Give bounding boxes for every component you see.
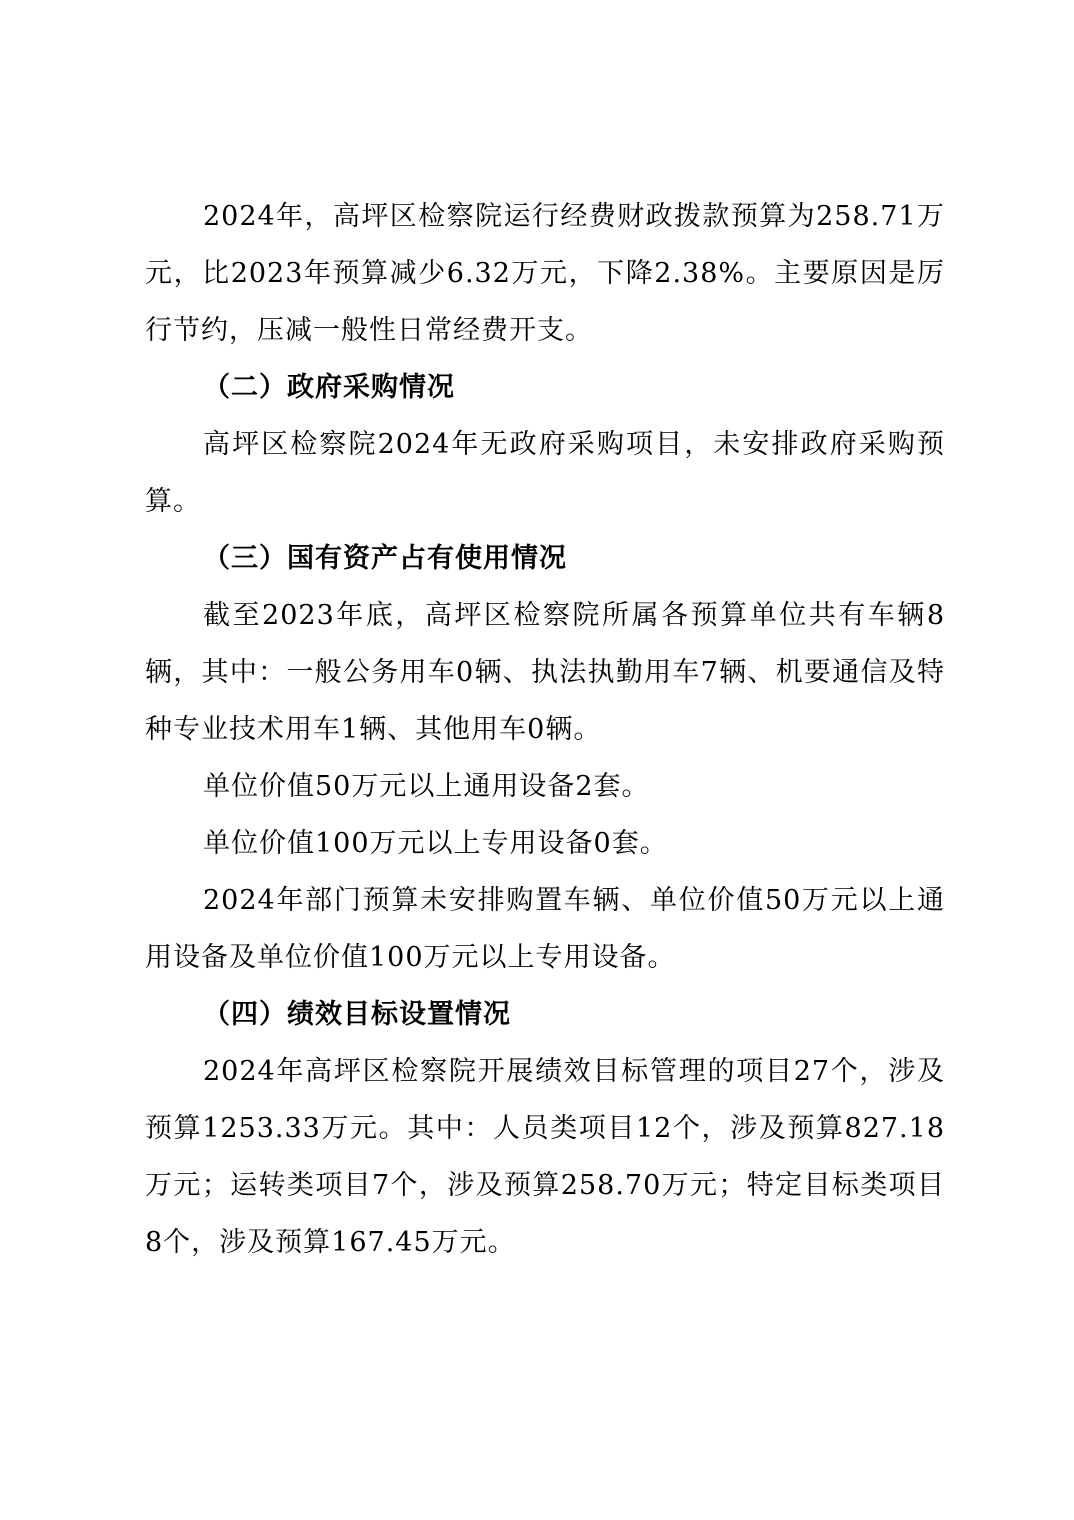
paragraph-operating-expenses: 2024年，高坪区检察院运行经费财政拨款预算为258.71万元，比2023年预算减少6.32万元，下降2.38%。主要原因是厉行节约，压减一般性日常经费开支。	[145, 201, 945, 346]
paragraph-vehicles: 截至2023年底，高坪区检察院所属各预算单位共有车辆8辆，其中：一般公务用车0辆、执法执勤用车7辆、机要通信及特种专业技术用车1辆、其他用车0辆。	[145, 600, 945, 745]
paragraph-performance-targets: 2024年高坪区检察院开展绩效目标管理的项目27个，涉及预算1253.33万元。其中：人员类项目12个，涉及预算827.18万元；运转类项目7个，涉及预算258.70万元；特定目标类项目8个，涉及预算167.45万元。	[145, 1056, 945, 1258]
heading-state-assets: （三）国有资产占有使用情况	[203, 543, 567, 574]
paragraph-purchase-plan: 2024年部门预算未安排购置车辆、单位价值50万元以上通用设备及单位价值100万元以上专用设备。	[145, 885, 945, 973]
paragraph-government-procurement: 高坪区检察院2024年无政府采购项目，未安排政府采购预算。	[145, 429, 945, 517]
heading-performance-targets: （四）绩效目标设置情况	[203, 999, 511, 1030]
heading-government-procurement: （二）政府采购情况	[203, 372, 455, 403]
paragraph-special-equipment: 单位价值100万元以上专用设备0套。	[203, 828, 668, 859]
document-body	[145, 188, 945, 1271]
paragraph-general-equipment: 单位价值50万元以上通用设备2套。	[203, 771, 650, 802]
